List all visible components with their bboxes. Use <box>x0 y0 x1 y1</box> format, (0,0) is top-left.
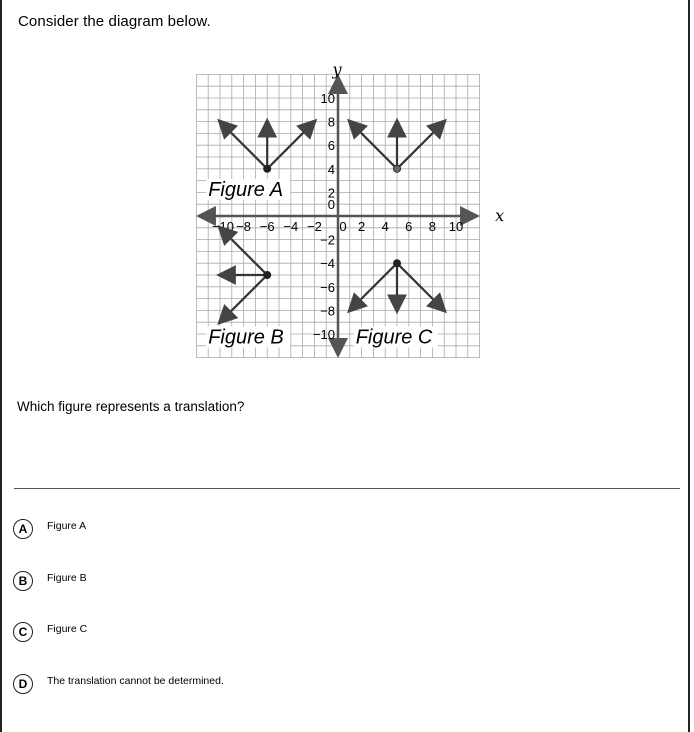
x-tick-label: −4 <box>283 219 299 234</box>
choice-b[interactable] <box>13 571 87 591</box>
x-tick-label: 2 <box>357 219 366 234</box>
choice-b-bubble[interactable]: B <box>13 571 33 591</box>
figure-a-vertex <box>264 165 271 172</box>
figure-a-label: Figure A <box>208 178 284 201</box>
figure-c-label: Figure C <box>355 326 433 349</box>
question-text: Which figure represents a translation? <box>17 399 245 414</box>
x-tick-label: −10 <box>211 219 235 234</box>
x-axis-label: x <box>495 206 505 225</box>
y-tick-label: 0 <box>327 196 335 212</box>
x-tick-label: 6 <box>405 219 413 234</box>
figure-b-label: Figure B <box>208 326 284 349</box>
y-tick-label: −8 <box>320 303 335 319</box>
x-tick-label: −2 <box>306 219 322 234</box>
x-tick-label: 0 <box>339 219 347 234</box>
choice-a-bubble[interactable]: A <box>13 519 33 539</box>
choice-a-text: Figure A <box>47 520 87 532</box>
y-tick-label: 8 <box>327 114 335 130</box>
y-tick-label: 6 <box>327 138 335 154</box>
x-tick-label: −8 <box>236 219 252 234</box>
choice-d[interactable] <box>13 674 224 694</box>
choice-d-bubble[interactable]: D <box>13 674 33 694</box>
y-tick-label: 2 <box>327 185 335 201</box>
x-tick-label: 4 <box>381 219 389 234</box>
figure-b-vertex <box>264 271 271 278</box>
choice-b-text: Figure B <box>47 572 87 584</box>
choice-c[interactable] <box>13 622 87 642</box>
choice-d-text: The translation cannot be determined. <box>47 675 224 687</box>
choice-c-bubble[interactable]: C <box>13 622 33 642</box>
y-tick-label: −10 <box>312 327 335 342</box>
original-figure-vertex <box>393 165 400 172</box>
y-tick-label: 4 <box>327 161 335 177</box>
choice-c-text: Figure C <box>47 623 88 635</box>
figure-b <box>220 228 271 322</box>
coordinate-grid-svg <box>195 50 505 370</box>
y-tick-label: −4 <box>320 256 335 272</box>
figure-c-vertex <box>393 260 400 267</box>
y-tick-label: 10 <box>320 91 335 106</box>
y-tick-label: −2 <box>320 232 335 248</box>
coordinate-diagram <box>195 50 505 375</box>
figure-c <box>350 260 444 311</box>
x-tick-label: 10 <box>448 219 464 234</box>
prompt-text: Consider the diagram below. <box>18 13 211 30</box>
divider <box>14 488 680 489</box>
y-tick-label: −6 <box>320 279 335 295</box>
figure-a <box>220 122 314 173</box>
axes <box>200 78 476 354</box>
original-figure <box>350 122 444 173</box>
y-axis-label: y <box>332 59 342 79</box>
choice-a[interactable] <box>13 519 86 539</box>
x-tick-label: 8 <box>428 219 437 234</box>
x-tick-label: −6 <box>259 219 275 234</box>
